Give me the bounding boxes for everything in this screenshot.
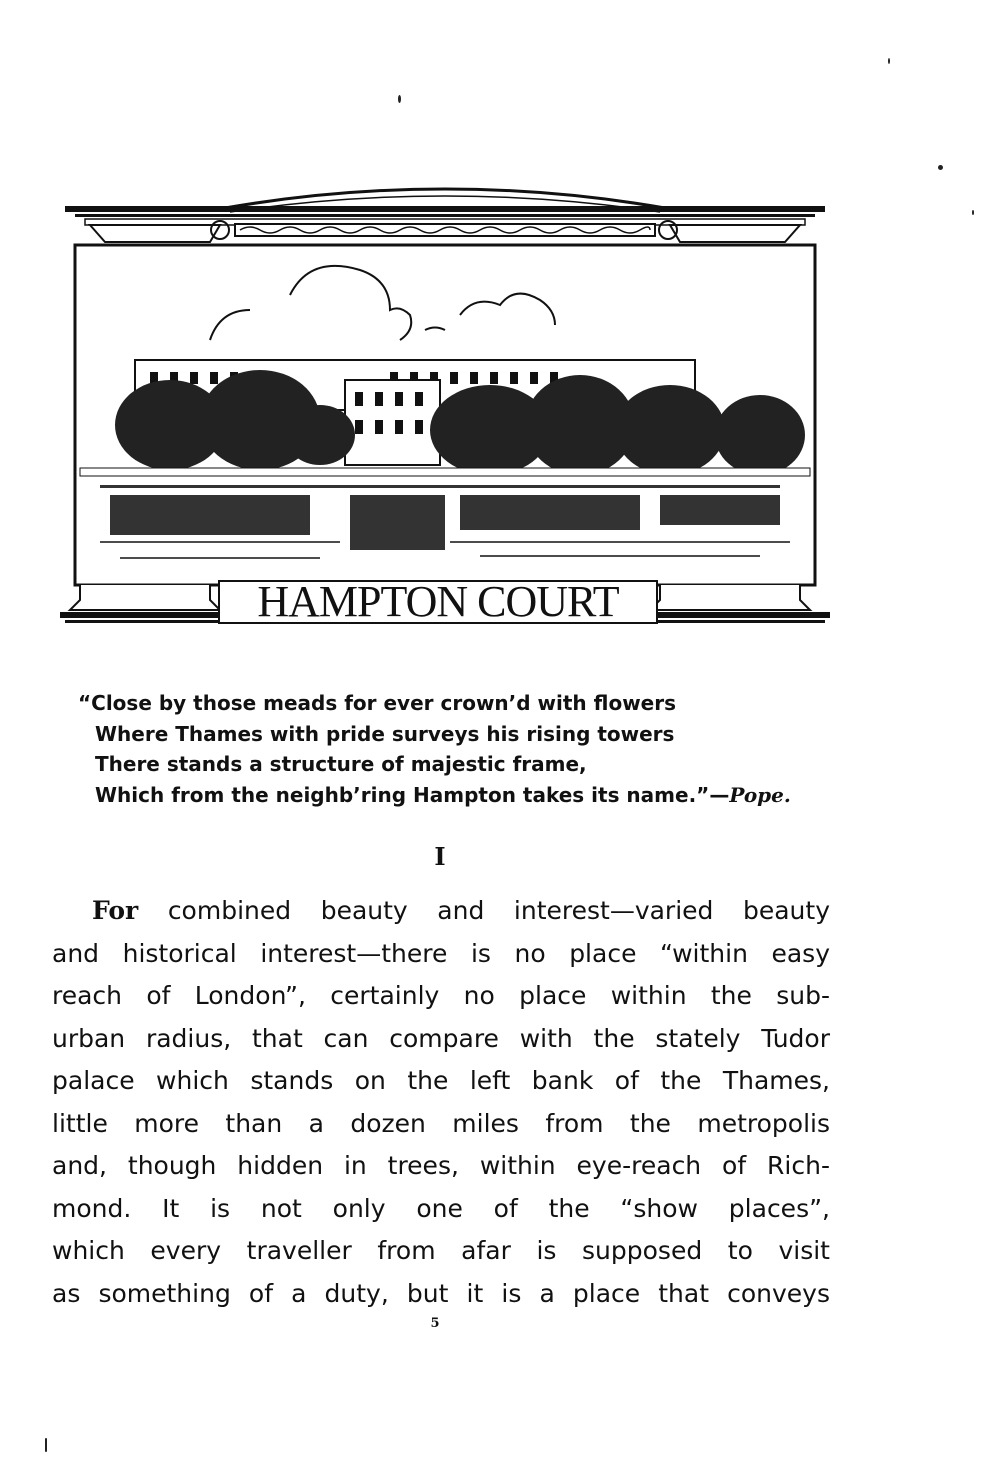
body-paragraph xyxy=(52,890,830,1315)
scan-speck xyxy=(398,95,401,103)
scan-speck xyxy=(938,165,943,170)
epigraph-attribution: Pope. xyxy=(729,782,791,807)
body-line: which every traveller from afar is supposed to visit xyxy=(52,1236,830,1265)
plate-title: HAMPTON COURT xyxy=(218,580,658,624)
section-number: I xyxy=(434,842,446,871)
scan-speck xyxy=(972,210,974,215)
body-line: mond. It is not only one of the “show places”, xyxy=(52,1193,830,1223)
epigraph-line: There stands a structure of majestic frame, xyxy=(95,752,587,776)
body-line-text: combined beauty and interest—varied beauty xyxy=(138,896,830,925)
epigraph-line: “Close by those meads for ever crown’d with flowers xyxy=(78,691,676,715)
epigraph-last-line xyxy=(78,780,858,811)
body-line: as something of a duty, but it is a place that conveys xyxy=(52,1278,830,1308)
body-line xyxy=(52,890,830,933)
body-line: reach of London”, certainly no place within the sub- xyxy=(52,981,830,1010)
body-line: little more than a dozen miles from the metropolis xyxy=(52,1108,830,1138)
lead-word: For xyxy=(92,896,139,925)
epigraph xyxy=(78,688,858,810)
body-line: and, though hidden in trees, within eye-reach of Rich- xyxy=(52,1151,830,1180)
body-line: palace which stands on the left bank of the Thames, xyxy=(52,1066,830,1095)
epigraph-line: Where Thames with pride surveys his rising towers xyxy=(95,721,675,746)
page-number: 5 xyxy=(430,1316,440,1331)
header-illustration xyxy=(60,180,830,635)
scan-speck xyxy=(45,1438,47,1452)
body-line: and historical interest—there is no place “within easy xyxy=(52,938,830,968)
scan-speck xyxy=(888,58,890,64)
body-line: urban radius, that can compare with the stately Tudor xyxy=(52,1023,830,1053)
epigraph-line: Which from the neighb’ring Hampton takes its name.”— xyxy=(95,782,730,807)
